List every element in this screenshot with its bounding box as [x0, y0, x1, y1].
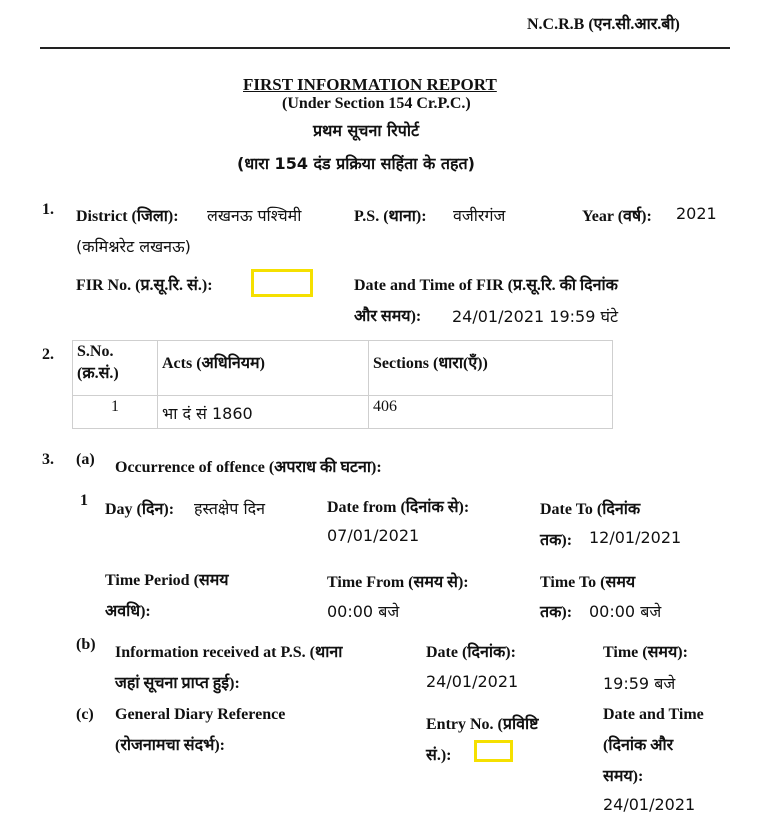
entry-number-label: Entry No. (प्रविष्टि: [426, 716, 539, 733]
date-from-label: Date from (दिनांक से):: [327, 499, 470, 516]
time-to-label-2: तक):: [540, 604, 573, 621]
diary-datetime-label-2: (दिनांक और: [603, 737, 674, 754]
entry-number-label-2: सं.):: [426, 747, 452, 764]
occurrence-row-number: 1: [80, 492, 88, 509]
table-row: [73, 396, 613, 429]
section-3-number: 3.: [42, 451, 54, 468]
district-value: लखनऊ पश्चिमी: [207, 206, 302, 225]
row-section: 406: [369, 396, 613, 429]
header-sections: Sections (धारा(एँ)): [369, 341, 613, 396]
diary-datetime-label: Date and Time: [603, 706, 704, 723]
year-label: Year (वर्ष):: [582, 208, 652, 225]
row-act: भा दं सं 1860: [158, 396, 369, 429]
fir-datetime-value: 24/01/2021 19:59 घंटे: [452, 307, 619, 326]
received-time-label: Time (समय):: [603, 644, 688, 661]
acts-table-header: [73, 341, 613, 396]
received-time-value: 19:59 बजे: [603, 674, 676, 693]
fir-number-redacted-box: [251, 269, 313, 297]
day-label: Day (दिन):: [105, 501, 175, 518]
header-acts: Acts (अधिनियम): [158, 341, 369, 396]
header-sno-hi: (क्र.सं.): [77, 365, 119, 382]
header-divider: [40, 47, 730, 49]
police-station-value: वजीरगंज: [453, 206, 506, 225]
diary-datetime-label-3: समय):: [603, 768, 644, 785]
date-to-label: Date To (दिनांक: [540, 501, 641, 518]
sub-b-label: (b): [76, 636, 96, 653]
sub-c-label: (c): [76, 706, 94, 723]
header-sno-en: S.No.: [77, 343, 114, 360]
report-title-hindi: प्रथम सूचना रिपोर्ट: [313, 121, 420, 140]
time-from-value: 00:00 बजे: [327, 602, 400, 621]
time-to-label: Time To (समय: [540, 574, 636, 591]
ncrb-header: N.C.R.B (एन.सी.आर.बी): [527, 16, 680, 33]
sub-a-label: (a): [76, 451, 95, 468]
year-value: 2021: [676, 204, 717, 223]
fir-datetime-label-2: और समय):: [354, 308, 422, 325]
general-diary-label-2: (रोजनामचा संदर्भ):: [115, 737, 226, 754]
time-period-label-2: अवधि):: [105, 603, 151, 620]
time-from-label: Time From (समय से):: [327, 574, 469, 591]
date-to-label-2: तक):: [540, 532, 573, 549]
received-date-value: 24/01/2021: [426, 672, 519, 691]
received-date-label: Date (दिनांक):: [426, 644, 516, 661]
row-sno: 1: [73, 396, 158, 429]
info-received-label-2: जहां सूचना प्राप्त हुई):: [115, 675, 240, 692]
header-sno: [73, 341, 158, 396]
section-2-number: 2.: [42, 346, 54, 363]
time-to-value: 00:00 बजे: [589, 602, 662, 621]
date-from-value: 07/01/2021: [327, 526, 420, 545]
general-diary-label: General Diary Reference: [115, 706, 286, 723]
acts-table: [72, 340, 613, 429]
occurrence-title: Occurrence of offence (अपराध की घटना):: [115, 459, 382, 476]
fir-number-label: FIR No. (प्र.सू.रि. सं.):: [76, 277, 213, 294]
police-station-label: P.S. (थाना):: [354, 208, 427, 225]
district-value-2: (कमिश्नरेट लखनऊ): [76, 237, 191, 256]
diary-datetime-value: 24/01/2021: [603, 795, 696, 814]
date-to-value: 12/01/2021: [589, 528, 682, 547]
info-received-label: Information received at P.S. (थाना: [115, 644, 343, 661]
day-value: हस्तक्षेप दिन: [194, 499, 266, 518]
entry-number-redacted-box: [474, 740, 513, 762]
report-subtitle-hindi: (धारा 154 दंड प्रक्रिया सहिंता के तहत): [237, 154, 475, 173]
fir-datetime-label: Date and Time of FIR (प्र.सू.रि. की दिनांक: [354, 277, 618, 294]
district-label: District (जिला):: [76, 208, 179, 225]
report-title: FIRST INFORMATION REPORT: [243, 75, 497, 94]
section-1-number: 1.: [42, 201, 54, 218]
report-subtitle: (Under Section 154 Cr.P.C.): [282, 95, 471, 112]
time-period-label: Time Period (समय: [105, 572, 229, 589]
